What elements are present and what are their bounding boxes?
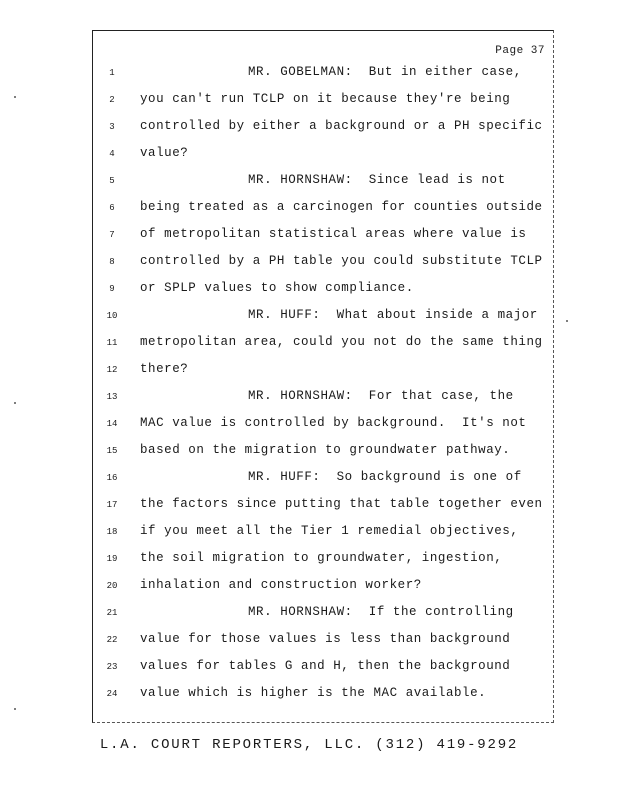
transcript-line <box>93 470 553 490</box>
line-text: the factors since putting that table together even <box>140 497 543 511</box>
line-text: or SPLP values to show compliance. <box>140 281 414 295</box>
line-text: controlled by either a background or a PH specific <box>140 119 543 133</box>
line-text: being treated as a carcinogen for counties outside <box>140 200 543 214</box>
line-number: 22 <box>106 635 118 645</box>
line-number: 17 <box>106 500 118 510</box>
line-number: 14 <box>106 419 118 429</box>
line-text: MR. HORNSHAW: If the controlling <box>248 605 514 619</box>
line-number: 16 <box>106 473 118 483</box>
scan-speck <box>566 320 568 322</box>
line-number: 2 <box>109 95 115 105</box>
line-number: 18 <box>106 527 118 537</box>
line-number: 24 <box>106 689 118 699</box>
line-number: 6 <box>109 203 115 213</box>
line-number: 13 <box>106 392 118 402</box>
line-text: MR. HUFF: So background is one of <box>248 470 522 484</box>
line-text: controlled by a PH table you could substitute TCLP <box>140 254 543 268</box>
line-text: of metropolitan statistical areas where value is <box>140 227 527 241</box>
transcript-line <box>93 146 553 166</box>
transcript-line <box>93 227 553 247</box>
line-text: there? <box>140 362 189 376</box>
transcript-line <box>93 200 553 220</box>
scan-speck <box>14 402 16 404</box>
transcript-line <box>93 254 553 274</box>
line-text: value for those values is less than background <box>140 632 511 646</box>
line-number: 10 <box>106 311 118 321</box>
line-number: 4 <box>109 149 115 159</box>
line-number: 21 <box>106 608 118 618</box>
transcript-line <box>93 443 553 463</box>
line-text: the soil migration to groundwater, ingestion, <box>140 551 503 565</box>
transcript-line <box>93 632 553 652</box>
line-text: MR. HORNSHAW: For that case, the <box>248 389 514 403</box>
transcript-line <box>93 281 553 301</box>
line-number: 20 <box>106 581 118 591</box>
line-text: MR. HORNSHAW: Since lead is not <box>248 173 506 187</box>
line-text: MR. GOBELMAN: But in either case, <box>248 65 522 79</box>
line-number: 9 <box>109 284 115 294</box>
scan-speck <box>14 708 16 710</box>
transcript-line <box>93 686 553 706</box>
line-number: 5 <box>109 176 115 186</box>
transcript-line <box>93 551 553 571</box>
transcript-line <box>93 524 553 544</box>
line-text: you can't run TCLP on it because they're being <box>140 92 511 106</box>
line-number: 11 <box>106 338 118 348</box>
scan-speck <box>14 96 16 98</box>
line-number: 12 <box>106 365 118 375</box>
line-number: 19 <box>106 554 118 564</box>
line-text: metropolitan area, could you not do the same thing <box>140 335 543 349</box>
transcript-line <box>93 308 553 328</box>
footer-court-reporter: L.A. COURT REPORTERS, LLC. (312) 419-9292 <box>99 737 519 753</box>
transcript-line <box>93 119 553 139</box>
transcript-line <box>93 605 553 625</box>
line-number: 15 <box>106 446 118 456</box>
line-number: 3 <box>109 122 115 132</box>
transcript-line <box>93 92 553 112</box>
transcript-line <box>93 335 553 355</box>
line-text: if you meet all the Tier 1 remedial objectives, <box>140 524 519 538</box>
transcript-line <box>93 362 553 382</box>
line-text: MAC value is controlled by background. It's not <box>140 416 527 430</box>
line-text: based on the migration to groundwater pathway. <box>140 443 511 457</box>
transcript-line <box>93 389 553 409</box>
line-number: 7 <box>109 230 115 240</box>
transcript-line <box>93 416 553 436</box>
line-number: 1 <box>109 68 115 78</box>
line-text: value which is higher is the MAC available. <box>140 686 487 700</box>
transcript-line <box>93 497 553 517</box>
line-text: value? <box>140 146 189 160</box>
transcript-page <box>92 30 554 723</box>
transcript-line <box>93 65 553 85</box>
line-number: 8 <box>109 257 115 267</box>
transcript-line <box>93 659 553 679</box>
line-text: MR. HUFF: What about inside a major <box>248 308 538 322</box>
line-text: inhalation and construction worker? <box>140 578 422 592</box>
transcript-line <box>93 173 553 193</box>
line-number: 23 <box>106 662 118 672</box>
transcript-line <box>93 578 553 598</box>
page-number: Page 37 <box>495 45 545 57</box>
line-text: values for tables G and H, then the background <box>140 659 511 673</box>
